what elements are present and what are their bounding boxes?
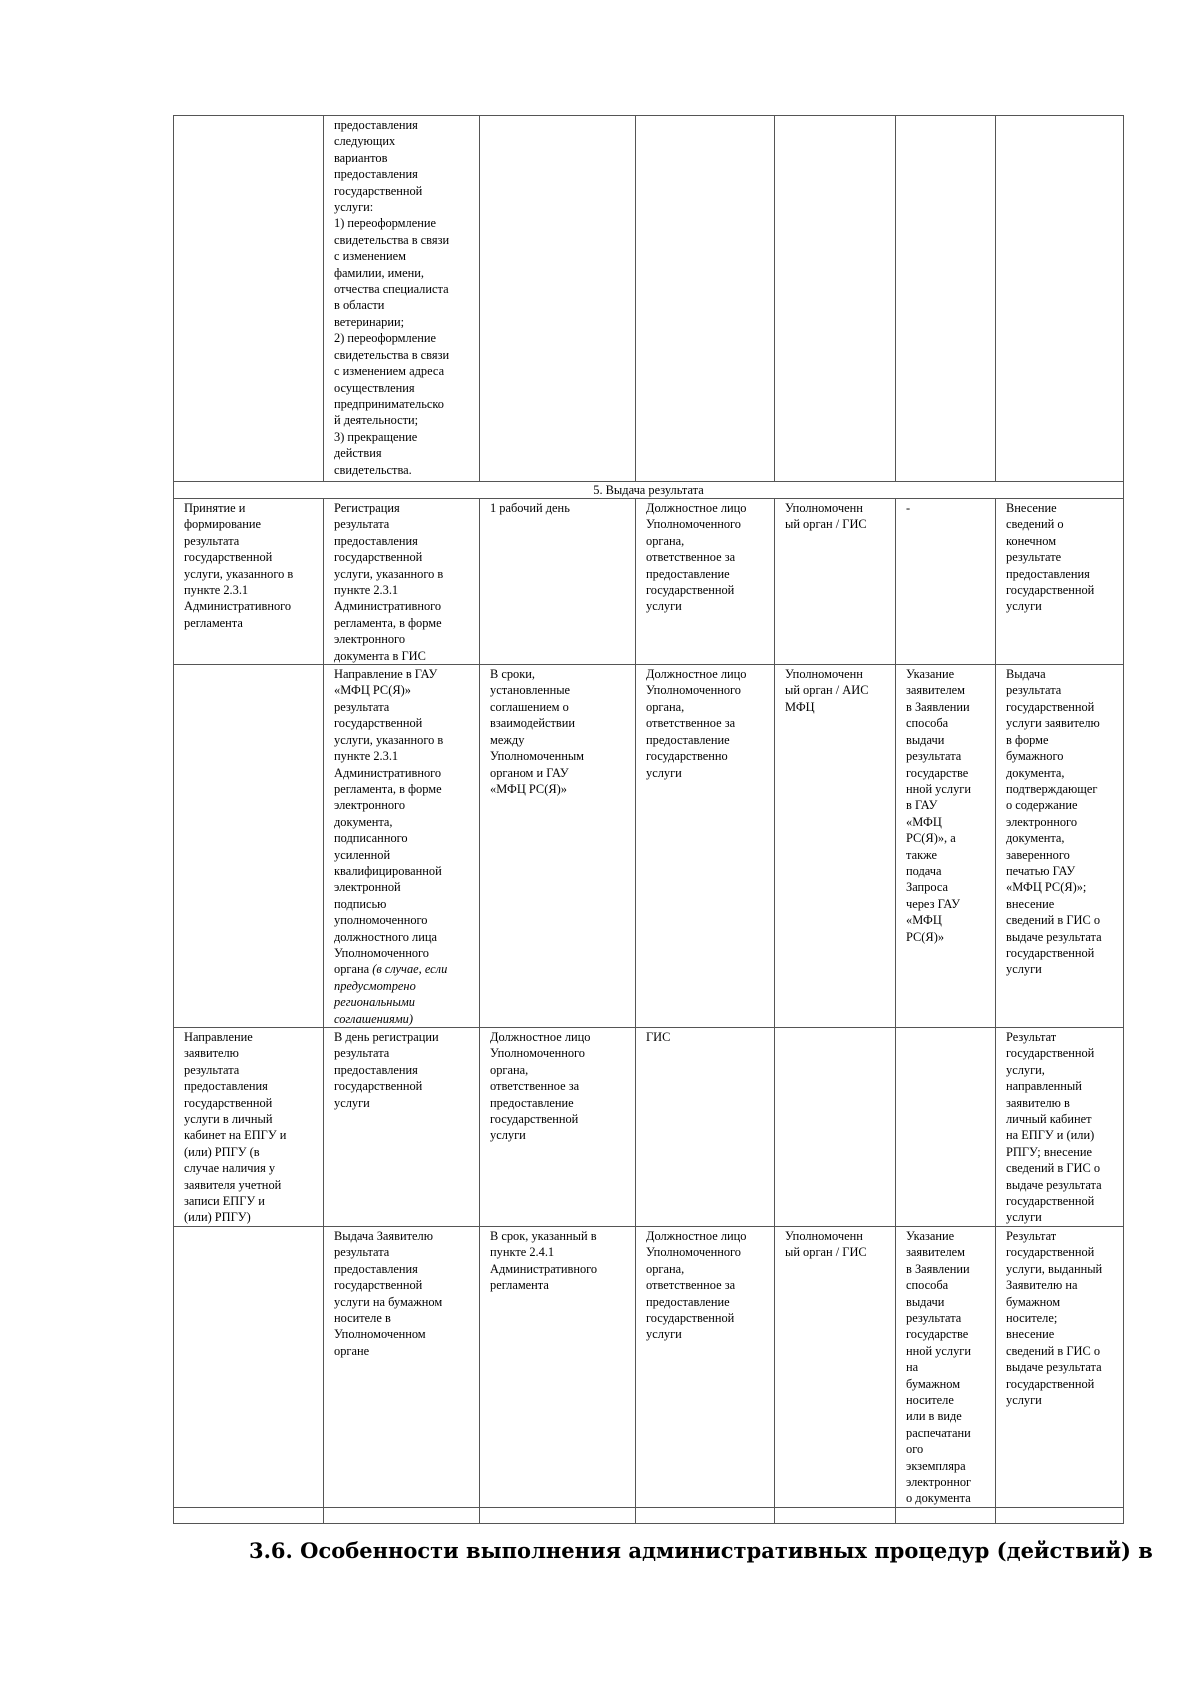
table-row-continuation — [174, 116, 1124, 482]
cell-criteria — [896, 1028, 996, 1227]
cell-empty — [324, 1507, 480, 1523]
cell-empty — [174, 116, 324, 482]
cell-deadline: В срок, указанный в пункте 2.4.1 Административного регламента — [480, 1226, 636, 1507]
cell-action: Регистрация результата предоставления государственной услуги, указанного в пункте 2.3.1 Административного регламента, в форме электронного документа в ГИС — [324, 499, 480, 665]
cell-procedure — [174, 1226, 324, 1507]
cell-empty — [775, 116, 896, 482]
cell-place: Уполномоченн ый орган / АИС МФЦ — [775, 665, 896, 1028]
cell-empty — [174, 1507, 324, 1523]
cell-empty — [996, 1507, 1124, 1523]
table-row — [174, 665, 1124, 1028]
cell-procedure: Принятие и формирование результата государственной услуги, указанного в пункте 2.3.1 Административного регламента — [174, 499, 324, 665]
cell-action: Выдача Заявителю результата предоставления государственной услуги на бумажном носителе в Уполномоченном органе — [324, 1226, 480, 1507]
cell-empty — [896, 116, 996, 482]
cell-deadline: В сроки, установленные соглашением о взаимодействии между Уполномоченным органом и ГАУ «МФЦ РС(Я)» — [480, 665, 636, 1028]
cell-empty — [896, 1507, 996, 1523]
table-row — [174, 1028, 1124, 1227]
cell-empty — [996, 116, 1124, 482]
action-note: (в случае, если предусмотрено региональными соглашениями) — [334, 962, 448, 1026]
cell-empty — [480, 116, 636, 482]
cell-empty — [775, 1507, 896, 1523]
cell-result: Выдача результата государственной услуги заявителю в форме бумажного документа, подтверждающег о содержание электронного документа, заверенного печатью ГАУ «МФЦ РС(Я)»; внесение сведений в ГИС о выдаче результата государственной услуги — [996, 665, 1124, 1028]
cell-empty — [636, 1507, 775, 1523]
cell-responsible: ГИС — [636, 1028, 775, 1227]
cell-place: Уполномоченн ый орган / ГИС — [775, 1226, 896, 1507]
section-heading: 3.6. Особенности выполнения административных процедур (действий) в — [249, 1538, 1153, 1563]
cell-responsible: Должностное лицо Уполномоченного органа, ответственное за предоставление государственной услуги — [636, 1226, 775, 1507]
action-text: Направление в ГАУ «МФЦ РС(Я)» результата государственной услуги, указанного в пункте 2.3.1 Административного регламента, в форме электронного документа, подписанного усиленной квалифицированной электронной подписью уполномоченного должностного лица Уполномоченного органа — [334, 667, 444, 977]
cell-criteria: Указание заявителем в Заявлении способа выдачи результата государстве нной услуги в ГАУ «МФЦ РС(Я)», а также подача Запроса через ГАУ «МФЦ РС(Я)» — [896, 665, 996, 1028]
cell-action: В день регистрации результата предоставления государственной услуги — [324, 1028, 480, 1227]
cell-empty — [480, 1507, 636, 1523]
cell-result: Результат государственной услуги, направленный заявителю в личный кабинет на ЕПГУ и (или) РПГУ; внесение сведений в ГИС о выдаче результата государственной услуги — [996, 1028, 1124, 1227]
cell-result: Результат государственной услуги, выданный Заявителю на бумажном носителе; внесение сведений в ГИС о выдаче результата государственной услуги — [996, 1226, 1124, 1507]
cell-result: Внесение сведений о конечном результате предоставления государственной услуги — [996, 499, 1124, 665]
cell-procedure: Направление заявителю результата предоставления государственной услуги в личный кабинет на ЕПГУ и (или) РПГУ (в случае наличия у заявителя учетной записи ЕПГУ и (или) РПГУ) — [174, 1028, 324, 1227]
table-row — [174, 499, 1124, 665]
cell-criteria: Указание заявителем в Заявлении способа выдачи результата государстве нной услуги на бумажном носителе или в виде распечатани ого экземпляра электронног о документа — [896, 1226, 996, 1507]
table-row-empty — [174, 1507, 1124, 1523]
cell-action — [324, 665, 480, 1028]
cell-place: Уполномоченн ый орган / ГИС — [775, 499, 896, 665]
cell-criteria: - — [896, 499, 996, 665]
cell-deadline: 1 рабочий день — [480, 499, 636, 665]
cell-place — [775, 1028, 896, 1227]
cell-variants-continuation: предоставления следующих вариантов предоставления государственной услуги: 1) переоформление свидетельства в связи с изменением фамилии, имени, отчества специалиста в области ветеринарии; 2) переоформление свидетельства в связи с изменением адреса осуществления предпринимательско й деятельности; 3) прекращение действия свидетельства. — [324, 116, 480, 482]
section-row — [174, 482, 1124, 499]
section-title: 5. Выдача результата — [174, 482, 1124, 499]
cell-responsible: Должностное лицо Уполномоченного органа, ответственное за предоставление государственной услуги — [636, 499, 775, 665]
cell-empty — [636, 116, 775, 482]
table-row — [174, 1226, 1124, 1507]
cell-procedure — [174, 665, 324, 1028]
procedures-table — [173, 115, 1124, 1524]
cell-responsible: Должностное лицо Уполномоченного органа, ответственное за предоставление государственно услуги — [636, 665, 775, 1028]
cell-deadline: Должностное лицо Уполномоченного органа, ответственное за предоставление государственной услуги — [480, 1028, 636, 1227]
